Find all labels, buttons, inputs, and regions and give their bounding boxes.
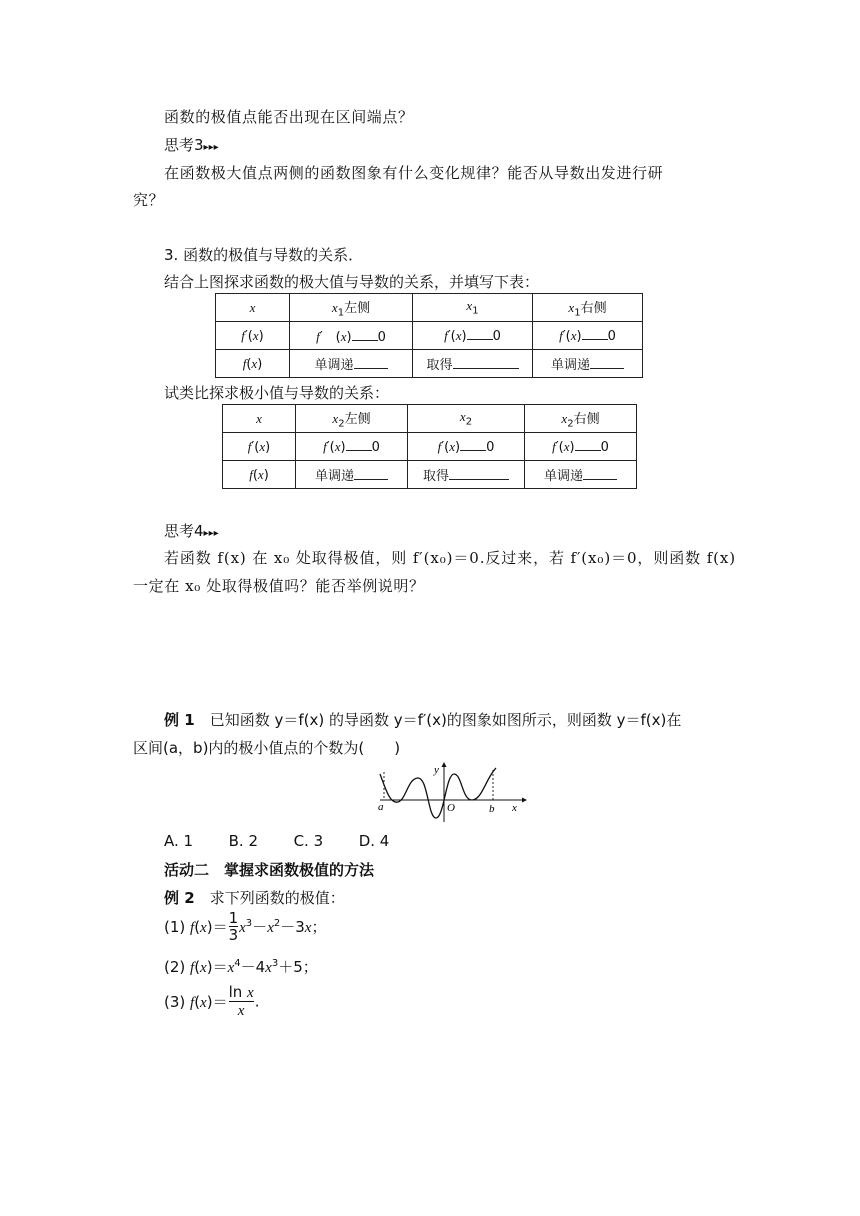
arrow-icon: ▸▸▸ [203, 142, 219, 153]
think4-heading [164, 520, 219, 541]
arrow-icon: ▸▸▸ [203, 528, 219, 539]
table-cell: $x_1$右侧 [533, 294, 643, 322]
section3-heading: 3. 函数的极值与导数的关系． [164, 246, 364, 264]
table-row [216, 322, 643, 350]
table-cell: f′(x) 0 [296, 433, 408, 461]
table-cell: f′ (x) 0 [290, 322, 413, 350]
graph-label-y: y [434, 764, 439, 776]
think3-heading [164, 134, 219, 155]
example2-text: 求下列函数的极值： [209, 889, 345, 907]
think4-line1: 若函数 f(x) 在 x₀ 处取得极值，则 f′(x₀)＝0.反过来，若 f′(x₀)＝0，则函数 f(x) [164, 549, 737, 567]
table-cell: f′(x) 0 [408, 433, 525, 461]
think3-line1: 在函数极大值点两侧的函数图象有什么变化规律？能否从导数出发进行研 [164, 164, 664, 182]
table-cell: x [223, 405, 296, 433]
table-cell: $x_1$左侧 [290, 294, 413, 322]
table-cell: f(x) [223, 461, 296, 489]
table-cell: 单调递 [525, 461, 637, 489]
think3-line2: 究？ [133, 191, 165, 209]
example1-line1 [164, 709, 681, 730]
graph-label-o: O [447, 802, 455, 814]
activity2-heading: 活动二 掌握求函数极值的方法 [164, 861, 375, 879]
think4-line2: 一定在 x₀ 处取得极值吗？能否举例说明？ [133, 577, 425, 595]
table-row [216, 294, 643, 322]
think3-label: 思考3 [164, 136, 204, 154]
table-cell: f′(x) 0 [525, 433, 637, 461]
table-cell: $x_2$右侧 [525, 405, 637, 433]
table-row [223, 433, 637, 461]
problem-3: (3) f(x)＝ $\frac{\text{ln x}}{x}$ . [164, 983, 260, 1019]
option-a: A. 1 [164, 832, 194, 850]
table-cell: 单调递 [296, 461, 408, 489]
table-row [223, 405, 637, 433]
option-b: B. 2 [228, 832, 259, 850]
example1-label: 例 1 [164, 711, 195, 729]
table-cell: 单调递 [290, 350, 413, 378]
table-cell: x [216, 294, 290, 322]
table-cell: 取得 [413, 350, 533, 378]
option-c: C. 3 [293, 832, 324, 850]
example1-line2: 区间(a，b)内的极小值点的个数为( ) [133, 739, 401, 757]
table-cell: f′(x) 0 [533, 322, 643, 350]
table-cell: f′(x) [216, 322, 290, 350]
problem-1-text [164, 910, 165, 911]
min-intro: 试类比探求极小值与导数的关系： [164, 384, 390, 402]
table-cell: 取得 [408, 461, 525, 489]
table-row [216, 350, 643, 378]
graph-label-a: a [378, 801, 384, 813]
example1-text: 已知函数 y＝f(x) 的导函数 y＝f′(x)的图象如图所示，则函数 y＝f(x)在 [209, 711, 682, 729]
example1-options [164, 832, 389, 850]
graph-label-x: x [512, 802, 517, 814]
table-row [223, 461, 637, 489]
table-cell: $x_2$ [408, 405, 525, 433]
think4-label: 思考4 [164, 522, 204, 540]
question-text: 函数的极值点能否出现在区间端点？ [164, 108, 414, 126]
section3-intro: 结合上图探求函数的极大值与导数的关系，并填写下表： [164, 273, 540, 291]
table-cell: f′(x) 0 [413, 322, 533, 350]
example2-label: 例 2 [164, 889, 195, 907]
option-d: D. 4 [358, 832, 390, 850]
derivative-graph [372, 760, 532, 826]
graph-label-b: b [489, 803, 495, 815]
table-cell: 单调递 [533, 350, 643, 378]
table-cell: f(x) [216, 350, 290, 378]
problem-2-text [164, 956, 165, 957]
table-cell: $x_1$ [413, 294, 533, 322]
problem-2: (2) $f(x)=x^4-4x^3+5$； [164, 958, 318, 976]
table-cell: f′(x) [223, 433, 296, 461]
min-table [222, 404, 637, 489]
table-cell: $x_2$左侧 [296, 405, 408, 433]
max-table [215, 293, 643, 378]
example2-intro [164, 887, 345, 908]
problem-3-text [164, 984, 165, 985]
problem-1: (1) f(x)＝ $\frac{1}{3}$ $x^3-x^2-3x$； [164, 909, 327, 944]
